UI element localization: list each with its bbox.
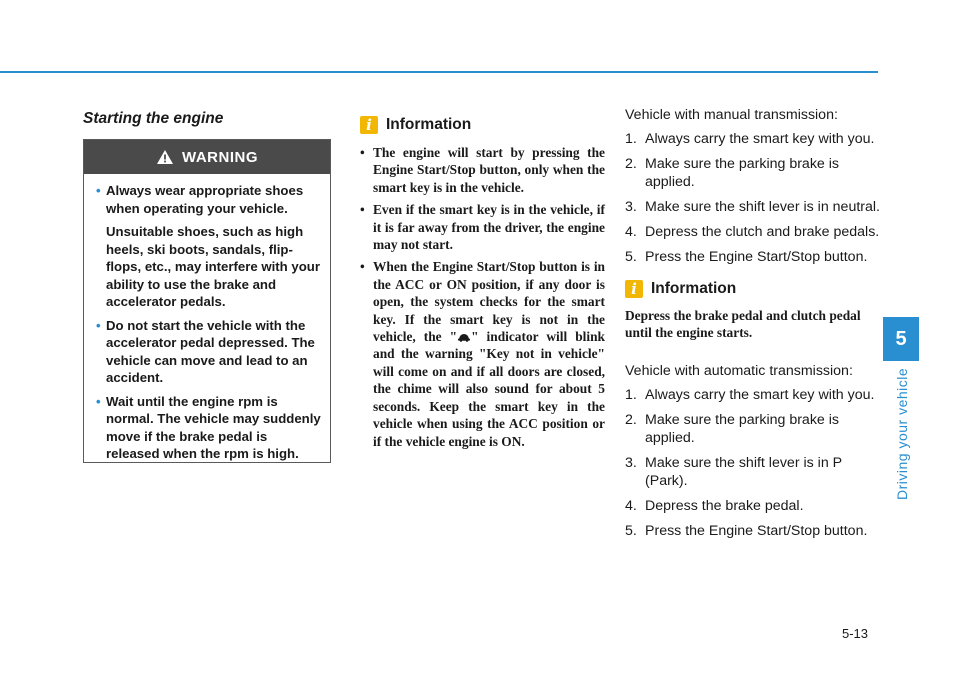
manual-transmission-heading: Vehicle with manual transmission: bbox=[625, 107, 838, 123]
warning-list bbox=[84, 174, 330, 463]
chapter-number-tab: 5 bbox=[883, 317, 919, 361]
information-text: Depress the brake pedal and clutch pedal until the engine starts. bbox=[625, 308, 861, 341]
bullet: • bbox=[360, 202, 365, 218]
information-item-text-b: " indicator will blink and the warning "Key not in vehicle" will come on and if all doors are closed, the chime will also sound for about 5 seconds. Keep the smart key in the vehicle when using the ACC position or if the vehicle engine is ON. bbox=[373, 329, 605, 449]
chapter-label bbox=[893, 367, 913, 500]
information-title: Information bbox=[651, 280, 737, 297]
step-number: 5. bbox=[625, 522, 637, 539]
step-text: Press the Engine Start/Stop button. bbox=[645, 249, 868, 265]
automatic-steps-list bbox=[625, 386, 880, 540]
bullet: • bbox=[96, 183, 101, 198]
step-text: Make sure the shift lever is in P (Park). bbox=[645, 454, 842, 489]
step-text: Make sure the parking brake is applied. bbox=[645, 156, 839, 190]
information-title: Information bbox=[386, 116, 472, 133]
starting-procedures bbox=[625, 106, 880, 547]
information-list bbox=[360, 144, 605, 450]
information-item-text: Even if the smart key is in the vehicle, if it is far away from the driver, the engine may not start. bbox=[373, 202, 605, 253]
warning-item-text: Wait until the engine rpm is normal. The vehicle may suddenly move if the brake pedal is released when the rpm is high. bbox=[106, 393, 321, 461]
warning-box bbox=[83, 139, 331, 463]
chapter-label-text: Driving your vehicle bbox=[894, 367, 910, 500]
step-text: Always carry the smart key with you. bbox=[645, 131, 875, 147]
step-text: Always carry the smart key with you. bbox=[645, 386, 875, 403]
step-text: Make sure the parking brake is applied. bbox=[645, 411, 839, 446]
automatic-transmission-heading: Vehicle with automatic transmission: bbox=[625, 362, 853, 379]
bullet: • bbox=[96, 393, 101, 409]
smart-key-indicator-icon bbox=[457, 332, 471, 342]
step-item bbox=[625, 198, 880, 216]
top-rule bbox=[0, 71, 878, 73]
information-item-text: The engine will start by pressing the Engine Start/Stop button, only when the smart key is in the vehicle. bbox=[373, 145, 605, 195]
step-text: Depress the clutch and brake pedals. bbox=[645, 224, 880, 240]
step-text: Press the Engine Start/Stop button. bbox=[645, 522, 868, 539]
step-item bbox=[625, 497, 880, 515]
step-number: 4. bbox=[625, 224, 637, 240]
section-title: Starting the engine bbox=[83, 110, 224, 127]
information-heading-2 bbox=[625, 280, 880, 298]
bullet: • bbox=[360, 259, 365, 275]
step-item bbox=[625, 454, 880, 490]
step-text: Depress the brake pedal. bbox=[645, 497, 804, 514]
warning-header bbox=[84, 140, 330, 174]
information-panel bbox=[360, 116, 605, 455]
step-item bbox=[625, 411, 880, 447]
warning-item bbox=[96, 317, 322, 387]
information-item-text-a: When the Engine Start/Stop button is in the ACC or ON position, if any door is open, the system checks for the smart key. If the smart key is not in the vehicle, the " bbox=[373, 259, 605, 345]
information-icon: i bbox=[360, 116, 378, 134]
bullet: • bbox=[96, 317, 101, 333]
step-item bbox=[625, 223, 880, 241]
warning-title: WARNING bbox=[182, 148, 258, 166]
step-number: 3. bbox=[625, 454, 637, 471]
step-item bbox=[625, 155, 880, 191]
step-number: 4. bbox=[625, 497, 637, 514]
information-item bbox=[360, 258, 605, 449]
step-number: 2. bbox=[625, 411, 637, 428]
step-item bbox=[625, 248, 880, 266]
step-item bbox=[625, 386, 880, 404]
step-item bbox=[625, 522, 880, 540]
warning-item-text: Do not start the vehicle with the accelerator pedal depressed. The vehicle can move and lead to an accident. bbox=[106, 317, 315, 385]
manual-steps-list bbox=[625, 130, 880, 266]
step-number: 5. bbox=[625, 249, 637, 265]
information-icon: i bbox=[625, 280, 643, 298]
page-number: 5-13 bbox=[842, 626, 869, 641]
step-number: 1. bbox=[625, 131, 637, 147]
warning-item-subtext: Unsuitable shoes, such as high heels, ski boots, sandals, flip-flops, etc., may interfere with your ability to use the brake and accelerator pedals. bbox=[106, 224, 320, 309]
step-text: Make sure the shift lever is in neutral. bbox=[645, 199, 880, 215]
warning-triangle-icon bbox=[156, 149, 174, 165]
bullet: • bbox=[360, 145, 365, 160]
step-number: 3. bbox=[625, 199, 637, 215]
information-item bbox=[360, 201, 605, 253]
step-item bbox=[625, 130, 880, 148]
warning-item bbox=[96, 182, 322, 311]
information-item bbox=[360, 144, 605, 196]
step-number: 1. bbox=[625, 386, 637, 403]
warning-item bbox=[96, 393, 322, 463]
warning-item-text: Always wear appropriate shoes when operating your vehicle. bbox=[106, 183, 304, 216]
information-heading bbox=[360, 116, 605, 134]
step-number: 2. bbox=[625, 156, 637, 172]
